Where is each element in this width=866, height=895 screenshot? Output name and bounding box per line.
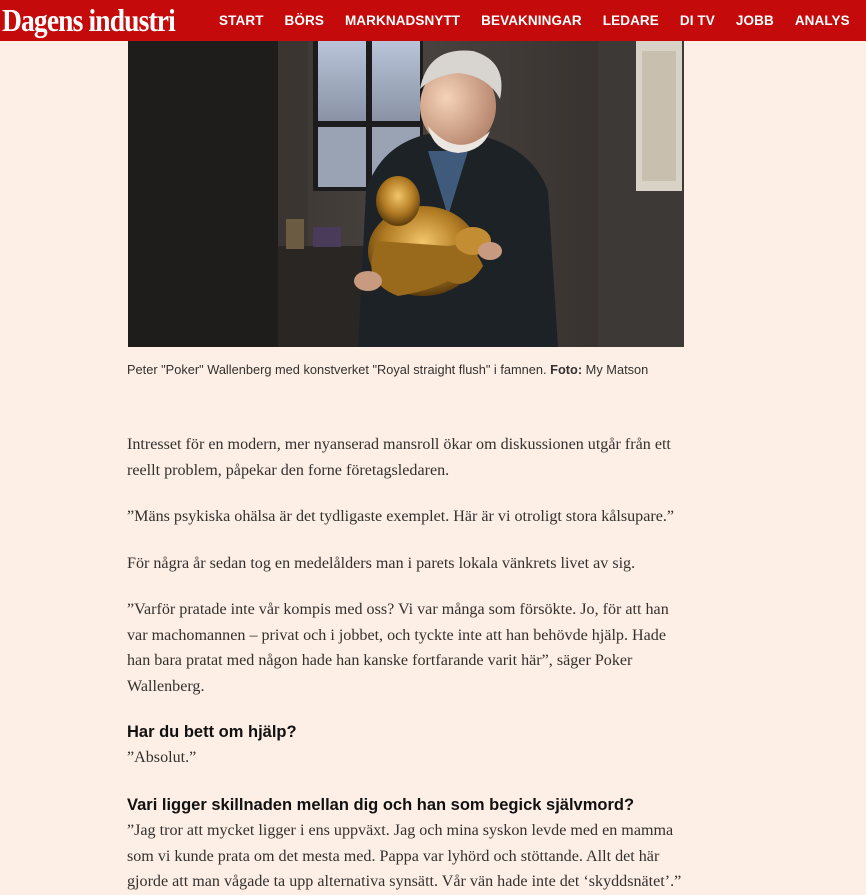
paragraph: Intresset för en modern, mer nyanserad mansroll ökar om diskussionen utgår från ett reellt problem, påpekar den forne företagsledaren. (127, 436, 671, 479)
caption-text: Peter "Poker" Wallenberg med konstverket "Royal straight flush" i famnen. (127, 362, 547, 377)
site-logo[interactable]: Dagens industri (2, 2, 175, 38)
interview-question: Har du bett om hjälp? (127, 723, 297, 741)
nav-item-bors[interactable]: BÖRS (284, 13, 324, 28)
caption-credit-label: Foto: (550, 362, 583, 377)
interview-answer: ”Jag tror att mycket ligger i ens uppväxt. Jag och mina syskon levde med en mamma som vi kunde prata om det mesta med. Pappa var lyhörd och stöttande. Allt det här gjorde att man vågade ta upp alternativa synsätt. Vår vän hade inte det ‘skyddsnätet’.” (127, 822, 682, 890)
paragraph: För några år sedan tog en medelålders man i parets lokala vänkrets livet av sig. (127, 555, 636, 572)
paragraph: ”Varför pratade inte vår kompis med oss? Vi var många som försökte. Jo, för att han var machomannen – privat och i jobbet, och tyckte inte att han behövde hjälp. Hade han bara pratat med någon hade han kanske fortfarande varit här”, säger Poker Wallenberg. (127, 601, 669, 695)
caption-credit-name: My Matson (585, 362, 649, 377)
interview-question: Vari ligger skillnaden mellan dig och han som begick självmord? (127, 796, 635, 814)
nav-item-jobb[interactable]: JOBB (735, 13, 774, 28)
paragraph: ”Mäns psykiska ohälsa är det tydligaste exemplet. Här är vi otroligt stora kålsupare.” (127, 508, 675, 525)
nav-item-marknadsnytt[interactable]: MARKNADSNYTT (344, 13, 461, 28)
photo-illustration (128, 41, 684, 347)
nav-item-start[interactable]: START (219, 13, 264, 28)
article-photo (128, 41, 684, 347)
nav-item-analys[interactable]: ANALYS (794, 13, 850, 28)
photo-caption (127, 361, 687, 379)
nav-item-bevakningar[interactable]: BEVAKNINGAR (481, 13, 582, 28)
top-navigation-bar (0, 0, 866, 41)
interview-answer: ”Absolut.” (127, 749, 197, 766)
main-nav (219, 13, 866, 28)
nav-item-di-tv[interactable]: DI TV (679, 13, 715, 28)
nav-item-ledare[interactable]: LEDARE (602, 13, 659, 28)
